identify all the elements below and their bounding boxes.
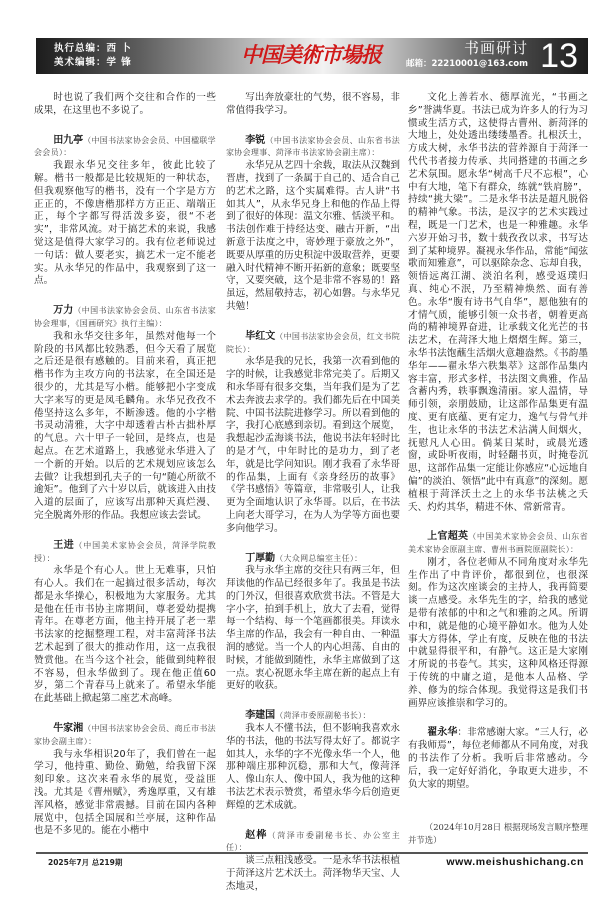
speaker-name: 李锐 [245,134,266,146]
paragraph: 永华是个有心人。世上无难事，只怕有心人。我们在一起搞过很多活动，每次都是永华操心，积极地为大家服务。尤其是他在任市书协主席期间，尊老爱幼提携青年。在尊老方面，他主持开展了老一辈书法家的挖掘整理工程，对丰富菏泽书法艺术起到了很大的推动作用，这一点我很赞赏他。在当今这个社会，能做到纯粹很不容易，但永华做到了。现在他正值60岁，第二个青春马上就来了。希望永华能在此基础上掀起第二座艺术高峰。 [34,565,216,705]
speaker-name: 李建国 [245,710,276,722]
paragraph: 我跟永华兄交往多年，彼此比较了解。楷书一般都是比较规矩的一种状态，但我观察他写的楷书，没有一个字是方方正正的，不像唐楷那样方方正正、端端正正，每个字都写得活泼多姿，很“不老实”，非常风流。对于搞艺术的来说，我感觉这是值得大家学习的。我有位老师说过一句话：做人要老实，搞艺术一定不能老实。从永华兄的作品中，我观察到了这一点。 [34,160,216,287]
speaker-role: （中国书法家协会会员、中国楹联学会会员）： [34,135,216,158]
speaker-heading [226,710,400,723]
speaker-role: （大众网总编室主任）： [275,553,363,563]
newspaper-logo: 中国美術市場报 [241,42,381,67]
page-number: 13 [540,37,578,75]
speaker-name: 赵桦 [245,829,268,841]
paragraph: 我本人不懂书法，但不影响我喜欢永华的书法，他的书法写得太好了。都说字如其人，永华的字不光像永华一个人，他那种端庄那种沉稳，那和大气，像菏泽人、像山东人、像中国人，我为他的这种书法艺术表示赞赏，希望永华今后创造更辉煌的艺术成就。 [226,723,400,811]
paragraph: 我与永华相识20年了，我们曾在一起学习，他持重、勤俭、勤勉，给我留下深刻印象。这次来看永华的展览，受益匪浅。尤其是《曹州赋》，秀逸厚重，又有雄浑风格，感觉非常震撼。目前在国内各种展览中，包括全国展和兰亭展，这种作品也是不多见的。能在小楷中 [34,748,216,837]
section-heading-block [378,39,528,71]
article-column-1 [34,92,216,844]
speaker-text: ：非常感谢大家。“三人行，必有我师焉”，每位老师都从不同角度，对我的书法作了分析。我听后非常感动。今后，我一定好好消化，争取更大进步，不负大家的期望。 [408,727,588,790]
speaker-name: 万力 [53,305,74,317]
paragraph: 写出奔放豪壮的气势，很不容易，非常值得我学习。 [226,92,400,116]
speaker-name: 毕红文 [245,330,276,342]
chief-editor: 执行总编：西 卜 [54,43,132,54]
paragraph: 刚才，各位老师从不同角度对永华先生作出了中肯评价，都很到位，也很深刻。作为这次座谈会的主持人，我再简要谈一点感受。永华先生的字，给我的感觉是带有浓郁的中和之气和雅韵之风。所谓中和，就是他的心境平静如水。他为人处事大方得体，学止有度，反映在他的书法中就显得很平和，有静气。这正是大家刚才所说的书卷气。其实，这种风格还得源于传统的中庸之道，是他本人品格、学养、修为的综合体现。我觉得这是我们书画界应该推崇和学习的。 [408,556,588,709]
speaker-heading [34,723,216,749]
masthead-band [36,38,588,74]
issue-info: 2025年7月 总219期 [48,858,123,867]
speaker-heading [34,540,216,566]
speaker-remark [408,727,588,791]
section-title: 书画研讨 [463,39,528,57]
speaker-role: （中国美术家协会会员、山东省美术家协会原副主席、曹州书画院原副院长）： [408,532,589,555]
speaker-name: 丁厚勤 [245,552,276,564]
speaker-name: 王进 [53,539,75,551]
paragraph: 文化上善若水、德厚流光，“书画之乡”誉满华夏。书法已成为许多人的行为习惯或生活方式，这使得古曹州、新菏泽的大地上，处处透出缕缕墨香。扎根沃土，方成大树，永华书法的营养源自于菏泽一代代书者接力传承、共同搭建的书画之乡艺术氛围。愿永华“树高千尺不忘根”，心中有大地，笔下有群众，练就“铁肩膀”，持续“挑大梁”。二是永华书法是超凡脱俗的精神气象。书法，是汉字的艺术实践过程，既是一门艺术，也是一种雅趣。永华六岁开始习书，数十载孜孜以求，书写达到了某种境界。凝视永华作品，常能“闻弦歌而知雅意”，可以驱除杂念、忘却自我，领悟远离江湖、淡泊名利，感受返璞归真、纯心不泯，乃至精神焕然、面有善色。永华“腹有诗书气自华”，愿他独有的才情气质，能够引领一众书者，朝着更高尚的精神境界奋进，让承载文化光芒的书法艺术，在菏泽大地上熠熠生辉。第三，永华书法饱蘸生活烟火意趣盎然。《书韵墨华年——翟永华六秩集萃》这部作品集内容丰富，形式多样，书法图文典雅，作品含蓄内秀，轶事飘逸清丽。家人温情，导师引领，亲朋鼓励，让这部作品集更有温度、更有底蕴、更有定力，逸气与骨气并生，也让永华的书法艺术沾满人间烟火，抚慰凡人心田。倘某日某时，或晨光透窗，或卧听夜雨，时轻翻书页，时掩卷沉思，这部作品集一定能让你感应“心远地自偏”的淡泊、领悟“此中有真意”的深刻。愿植根于菏泽沃土之上的永华书法桃之夭夭、灼灼其华，精进不休、常新常青。 [408,92,588,513]
paragraph: 我与永华主席的交往只有两三年，但拜读他的作品已经很多年了。我虽是书法的门外汉，但很喜欢欣赏书法。不管是大字小字，拍到手机上，放大了去看，觉得每一个结构、每一个笔画都很美。拜读永华主席的作品，我会有一种自由、一种温润的感觉。当一个人的内心坦荡、自由的时候，才能做到随性，永华主席做到了这一点。衷心祝愿永华主席在新的起点上有更好的收获。 [226,565,400,692]
paragraph: 永华是我的兄长，我第一次看到他的字的时候，让我感觉非常完美了。后期又和永华哥有很多交集，当年我们是为了艺术去奔波去求学的。我们都先后在中国美院、中国书法院进修学习。所以看到他的字，我打心底感到亲切。看到这个展览，我想起沙孟海谈书法，他说书法年轻时比的是才气，中年时比的是功力，到了老年，就是比学问知识。刚才我看了永华哥的作品集，上面有《亲身经历的故事》《学书感悟》等篇章，非常吸引人，让我更为全面地认识了永华哥。以后，在书法上向老大哥学习，在为人为学等方面也要多向他学习。 [226,356,400,534]
editor-credits [54,42,132,70]
speaker-name: 牛家湘 [53,723,84,735]
source-note: （2024年10月28日 根据现场发言顺序整理并节选） [408,822,588,846]
page-footer [36,852,588,876]
speaker-role: （中国美术家协会会员，菏泽学院教授）： [34,540,216,563]
speaker-role: （菏泽市委原副秘书长）： [275,711,371,721]
paragraph: 永华兄从艺四十余载，取法从汉魏到晋唐，找到了一条属于自己的、适合自己的艺术之路，这个实属难得。古人讲“书如其人”，从永华兄身上和他的作品上得到了很好的体现：温文尔雅、恬淡平和。书法创作难于持经达变、融古开新，“出新意于法度之中，寄妙理于豪放之外”，既要从厚重的历史积淀中汲取营养，更要融入时代精神不断开拓新的意象；既要坚守，又要突破，这个是非常不容易的！路虽远，然屈敬持志，初心如磐。与永华兄共勉！ [226,160,400,312]
speaker-role: （菏泽市委副秘书长、办公室主任）： [226,830,400,853]
speaker-name: 田九亭 [53,134,84,146]
speaker-heading [226,135,400,161]
website-link[interactable]: www.meishushichang.cn [446,856,584,868]
speaker-role: （中国书法家协会会员、商丘市书法家协会副主席）： [34,724,216,746]
speaker-heading [226,553,400,566]
speaker-heading [34,305,216,331]
speaker-name: 翟永华 [427,727,458,739]
speaker-role: （中国书法家协会会员，红文书院院长）： [226,331,401,354]
contact-email: 邮箱：22210001@163.com [405,59,528,69]
speaker-heading [408,531,588,557]
paragraph: 时也说了我们两个交往和合作的一些成果，在这里也不多说了。 [34,92,216,116]
speaker-heading [226,331,400,357]
article-column-3 [408,92,588,844]
speaker-role: （中国书法家协会会员、山东省书法家协会理事，《国画研究》执行主编）： [34,306,217,328]
article-column-2 [226,92,401,892]
speaker-role: （中国书法家协会会员、山东省书法家协会理事、菏泽市书法家协会副主席）： [226,135,401,158]
paragraph: 我和永华交往多年，虽然对他每一个阶段的书风都比较熟悉，但今天看了展览之后还是很有感触的。目前来看，真正把楷书作为主攻方向的书法家，在全国还是很少的，尤其是写小楷。能够把小字变成大字来写的更是凤毛麟角。永华兄孜孜不倦坚持这么多年，不断渗透。他的小字楷书灵动清雅，大字中却透着古朴古拙朴厚的气息。六十甲子一轮回，是终点，也是起点。在艺术道路上，我感觉永华进入了一个新的开始。以后的艺术规划应该怎么去做？让我想到孔夫子的一句“随心所欲不逾矩”。他到了六十岁以后，就该进入由技入道的层面了，应该写出那种天真烂漫、完全脱离外形的作品。我想应该去尝试。 [34,330,216,521]
speaker-name: 上官超英 [427,531,469,543]
paragraph: 谈三点粗浅感受。一是永华书法根植于菏泽这片艺术沃土。菏泽物华天宝、人杰地灵， [226,855,400,892]
art-editor: 美术编辑：学 锋 [54,57,132,68]
speaker-heading [34,135,216,161]
